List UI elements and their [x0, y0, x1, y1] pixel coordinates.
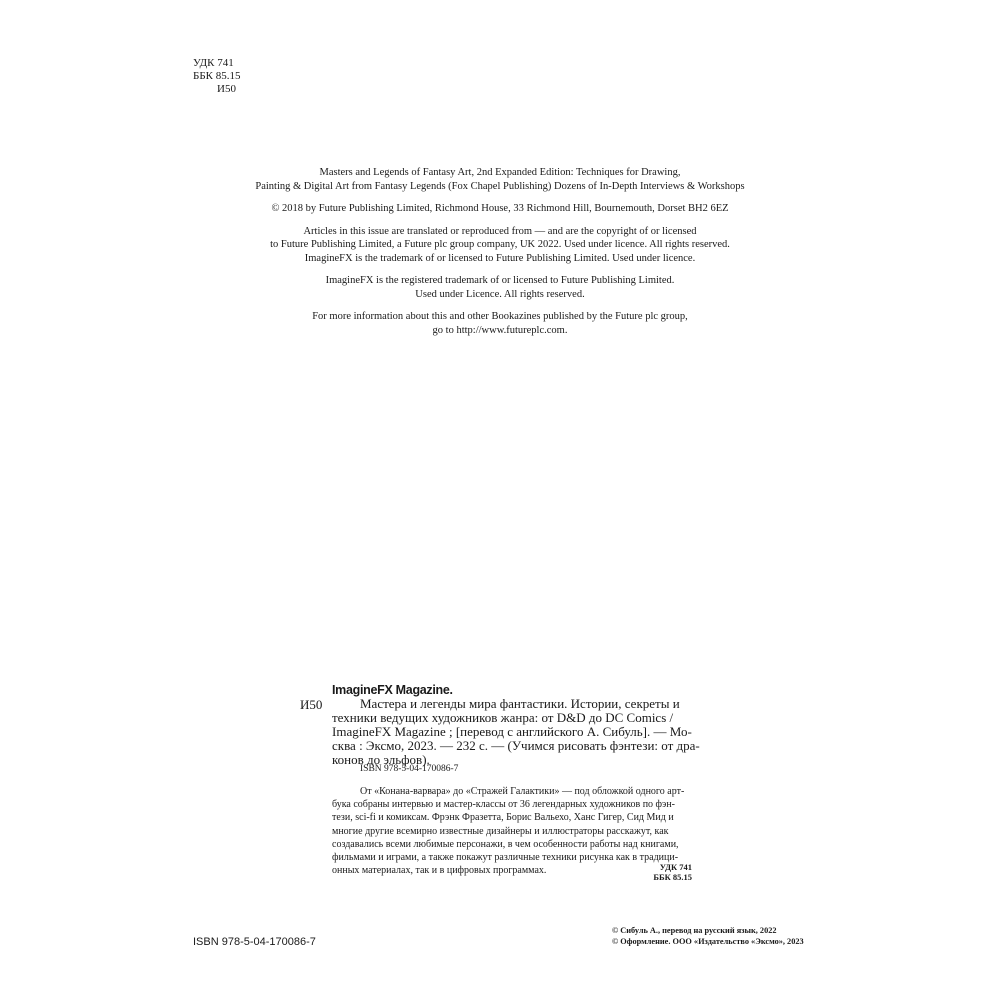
bibliographic-line: ImagineFX Magazine ; [перевод с английского А. Сибуль]. — Мо-: [332, 724, 692, 739]
footer-isbn: ISBN 978-5-04-170086-7: [193, 936, 316, 948]
annotation-line: многие другие всемирно известные дизайнеры и иллюстраторы расскажут, как: [332, 825, 669, 837]
articles-line: ImagineFX is the trademark of or licensed to Future Publishing Limited. Used under licence.: [304, 252, 696, 264]
more-info-line: go to http://www.futureplc.com.: [432, 324, 568, 336]
bibliographic-line: сква : Эксмо, 2023. — 232 с. — (Учимся рисовать фэнтези: от дра-: [332, 738, 700, 753]
bbk-code-bottom: ББК 85.15: [653, 872, 692, 882]
classification-codes-bottom: [610, 862, 692, 882]
catalog-index-code: И50: [300, 697, 323, 712]
articles-line: to Future Publishing Limited, a Future plc group company, UK 2022. Used under licence. All rights reserved.: [270, 239, 730, 250]
trademark-paragraph: [210, 274, 790, 301]
catalog-isbn: ISBN 978-5-04-170086-7: [360, 764, 459, 774]
catalog-heading: ImagineFX Magazine.: [332, 683, 453, 697]
articles-paragraph: [210, 225, 790, 266]
bbk-code: ББК 85.15: [193, 70, 241, 82]
copyright-line: © 2018 by Future Publishing Limited, Richmond House, 33 Richmond Hill, Bournemouth, Dorset BH2 6EZ: [271, 203, 729, 214]
annotation-line: бука собраны интервью и мастер-классы от 36 легендарных художников по фэн-: [332, 799, 676, 811]
articles-line: Articles in this issue are translated or reproduced from — and are the copyright of or licensed: [303, 225, 697, 237]
bibliographic-line: конов до эльфов).: [332, 752, 430, 767]
trademark-line: ImagineFX is the registered trademark of or licensed to Future Publishing Limited.: [325, 275, 675, 286]
bibliographic-description: [332, 696, 700, 767]
more-info-line: For more information about this and other Bookazines published by the Future plc group,: [312, 311, 688, 322]
original-title-paragraph: [210, 166, 790, 193]
catalog-record: [332, 683, 700, 767]
bibliographic-line: Мастера и легенды мира фантастики. Истории, секреты и: [360, 696, 680, 711]
udk-code: УДК 741: [193, 57, 234, 69]
udk-code-bottom: УДК 741: [659, 862, 692, 872]
annotation-line: фильмами и играми, а также покажут различные техники рисунка как в традици-: [332, 852, 679, 864]
trademark-line: Used under Licence. All rights reserved.: [415, 288, 585, 300]
annotation-line: От «Конана-варвара» до «Стражей Галактики» — под обложкой одного арт-: [360, 786, 685, 797]
annotation-line: онных материалах, так и в цифровых программах.: [332, 865, 547, 877]
classification-codes-top: [193, 57, 240, 96]
more-info-paragraph: [210, 310, 790, 337]
original-title-line: Painting & Digital Art from Fantasy Legends (Fox Chapel Publishing) Dozens of In-Depth Interviews & Workshops: [255, 180, 745, 192]
annotation-line: тези, sci-fi и комиксам. Фрэнк Фразетта, Борис Вальехо, Ханс Гигер, Сид Мид и: [332, 812, 674, 824]
footer-copyright: [612, 925, 804, 947]
bibliographic-line: техники ведущих художников жанра: от D&D до DC Comics /: [332, 710, 674, 725]
annotation-line: создавались всеми любимые персонажи, в чем особенности работы над книгами,: [332, 838, 679, 850]
copyright-design: © Оформление. ООО «Издательство «Эксмо», 2023: [612, 937, 804, 946]
copyright-paragraph: [210, 202, 790, 216]
original-title-line: Masters and Legends of Fantasy Art, 2nd Expanded Edition: Techniques for Drawing,: [319, 167, 681, 178]
author-sign: И50: [217, 83, 236, 95]
copyright-translation: © Сибуль А., перевод на русский язык, 2022: [612, 926, 777, 935]
legal-notice-block: [210, 166, 790, 346]
